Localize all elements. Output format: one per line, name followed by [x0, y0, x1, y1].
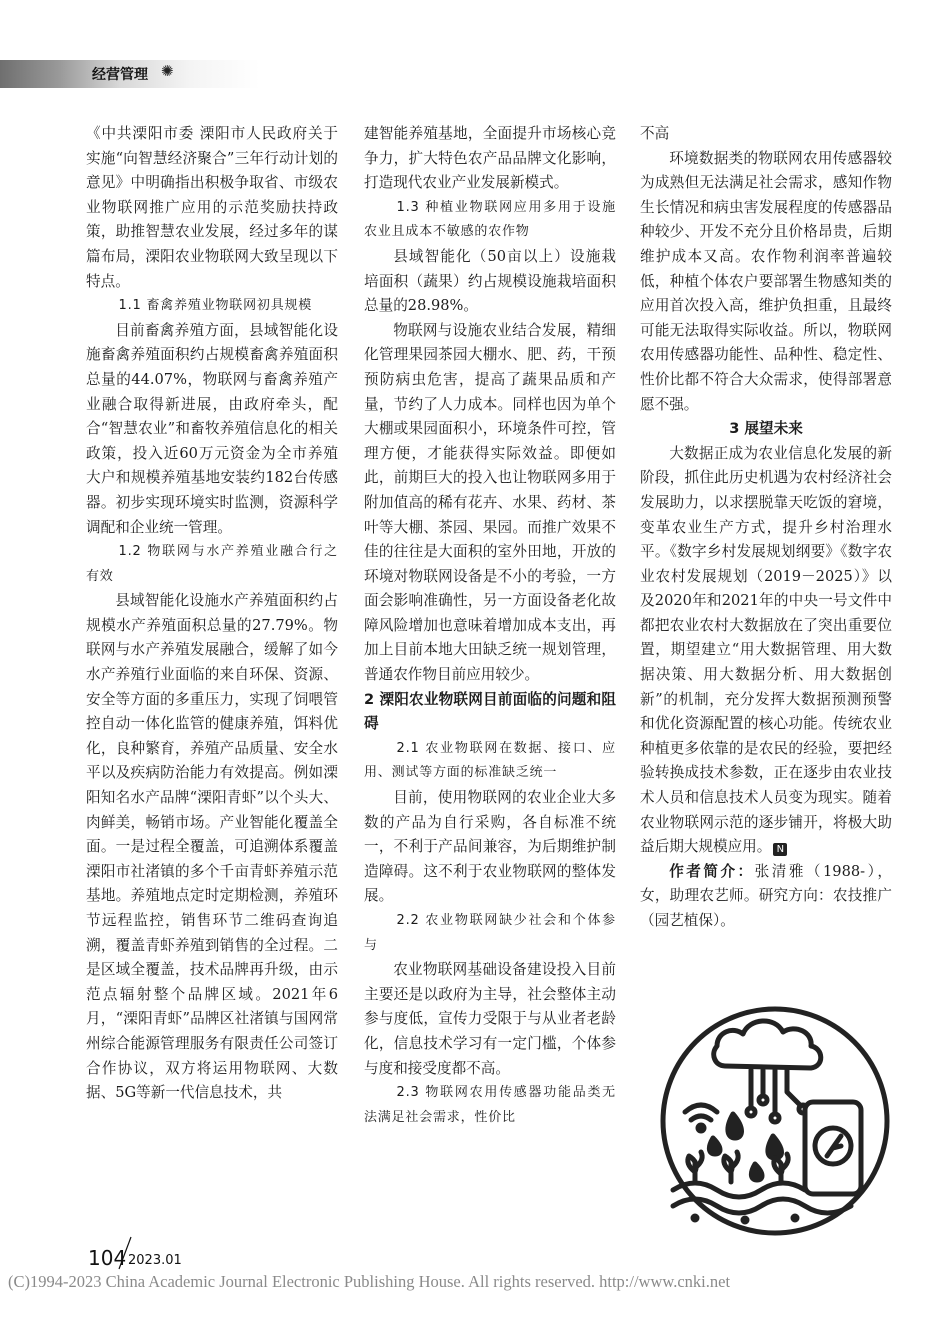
- subsection-heading: 2.3 物联网农用传感器功能品类无法满足社会需求，性价比: [364, 1085, 616, 1125]
- issue-date: 2023.01: [128, 1253, 182, 1268]
- section-heading: 2 溧阳农业物联网目前面临的问题和阻碍: [364, 690, 616, 733]
- column-1: [86, 122, 338, 1106]
- paragraph: 不高: [640, 125, 670, 142]
- subsection-heading: 1.3 种植业物联网应用多用于设施农业且成本不敏感的农作物: [364, 199, 616, 240]
- smart-farming-illustration: [655, 996, 895, 1246]
- paragraph: 县域智能化（50亩以上）设施栽培面积（蔬果）约占规模设施栽培面积总量的28.98%。: [364, 247, 616, 315]
- section-title: 经营管理: [92, 67, 148, 83]
- end-mark-icon: N: [773, 843, 787, 856]
- author-bio-label: 作者简介：: [669, 862, 755, 880]
- subsection-heading: 2.2 农业物联网缺少社会和个体参与: [364, 913, 616, 953]
- section-heading: 3 展望未来: [729, 420, 803, 438]
- flower-ornament-icon: ✺: [161, 62, 174, 80]
- column-2: [364, 122, 616, 1130]
- paragraph: 环境数据类的物联网农用传感器较为成熟但无法满足社会需求，感知作物生长情况和病虫害发展程度的传感器品种较少、开发不充分且价格昂贵，后期维护成本又高。农作物利润率普遍较低，种植个体农户要部署生物感知类的应用首次投入高，维护负担重，且最终可能无法取得实际收益。所以，物联网农用传感器功能性、品种性、稳定性、性价比都不符合大众需求，使得部署意愿不强。: [640, 149, 892, 413]
- paragraph: 物联网与设施农业结合发展，精细化管理果园茶园大棚水、肥、药，干预预防病虫危害，提高了蔬果品质和产量，节约了人力成本。同样也因为单个大棚或果园面积小，环境条件可控，管理方便，才能获得实际效益。即便如此，前期巨大的投入也让物联网多用于附加值高的稀有花卉、水果、药材、茶叶等大棚、茶园、果园。而推广效果不佳的往往是大面积的室外田地，开放的环境对物联网设备是不小的考验，一方面会影响准确性，另一方面设备老化故障风险增加也意味着增加成本支出，再加上目前本地大田缺乏统一规划管理，普通农作物目前应用较少。: [364, 321, 616, 684]
- paragraph: 农业物联网基础设备建设投入目前主要还是以政府为主导，社会整体主动参与度低，宣传力受限于与从业者老龄化，信息技术学习有一定门槛，个体参与度和接受度都不高。: [364, 961, 616, 1077]
- paragraph: 建智能养殖基地，全面提升市场核心竞争力，扩大特色农产品品牌文化影响，打造现代农业产业发展新模式。: [364, 125, 616, 192]
- copyright-footer: (C)1994-2023 China Academic Journal Electronic Publishing House. All rights reserved. http://www.cnki.net: [8, 1272, 731, 1291]
- author-bio: [640, 860, 892, 934]
- author-bio-text: 张清雅（1988-），女，助理农艺师。研究方向：农技推广（园艺植保）。: [640, 862, 892, 929]
- subsection-heading: 2.1 农业物联网在数据、接口、应用、测试等方面的标准缺乏统一: [364, 740, 616, 781]
- paragraph: 县域智能化设施水产养殖面积约占规模水产养殖面积总量的27.79%。物联网与水产养殖发展融合，缓解了如今水产养殖行业面临的来自环保、资源、安全等方面的多重压力，实现了饲喂管控自动一体化监管的健康养殖，饵料优化，良种繁育，养殖产品质量、安全水平以及疾病防治能力有效提高。例如溧阳知名水产品牌“溧阳青虾”以个头大、肉鲜美，畅销市场。产业智能化覆盖全面。一是过程全覆盖，可追溯体系覆盖溧阳市社渚镇的多个千亩青虾养殖示范基地。养殖地点定时定期检测，养殖环节远程监控，销售环节二维码查询追溯，覆盖青虾养殖到销售的全过程。二是区域全覆盖，技术品牌再升级，由示范点辐射整个品牌区域。2021年6月，“溧阳青虾”品牌区社渚镇与国网常州综合能源管理服务有限责任公司签订合作协议，双方将运用物联网、大数据、5G等新一代信息技术，共: [86, 592, 338, 1102]
- paragraph: 大数据正成为农业信息化发展的新阶段，抓住此历史机遇为农村经济社会发展助力，以求摆脱靠天吃饭的窘境，变革农业生产方式，提升乡村治理水平。《数字乡村发展规划纲要》《数字农业农村发展规划（2019－2025）》以及2020年和2021年的中央一号文件中都把农业农村大数据放在了突出重要位置，期望建立“用大数据管理、用大数据决策、用大数据分析、用大数据创新”的机制，充分发挥大数据预测预警和优化资源配置的核心功能。传统农业种植更多依靠的是农民的经验，要把经验转换成技术参数，正在逐步由农业技术人员和信息技术人员变为现实。随着农业物联网示范的逐步铺开，将极大助益后期大规模应用。 N: [640, 444, 892, 856]
- page-number: 104: [88, 1246, 127, 1270]
- subsection-heading: 1.1 畜禽养殖业物联网初具规模: [118, 298, 313, 314]
- paragraph: 《中共溧阳市委 溧阳市人民政府关于实施“向智慧经济聚合”三年行动计划的意见》中明确指出积极争取省、市级农业物联网推广应用的示范奖励扶持政策，助推智慧农业发展，经过多年的谋篇布局，溧阳农业物联网大致呈现以下特点。: [86, 125, 338, 290]
- column-3: [640, 122, 892, 934]
- subsection-heading: 1.2 物联网与水产养殖业融合行之有效: [86, 544, 338, 584]
- paragraph: 目前畜禽养殖方面，县域智能化设施畜禽养殖面积约占规模畜禽养殖面积总量的44.07%，物联网与畜禽养殖产业融合取得新进展，由政府牵头，配合“智慧农业”和畜牧养殖信息化的相关政策，投入近60万元资金为全市养殖大户和规模养殖基地安装约182台传感器。初步实现环境实时监测，资源科学调配和企业统一管理。: [86, 321, 338, 536]
- paragraph: 目前，使用物联网的农业企业大多数的产品为自行采购，各自标准不统一，不利于产品间兼容，为后期维护制造障碍。这不利于农业物联网的整体发展。: [364, 789, 616, 905]
